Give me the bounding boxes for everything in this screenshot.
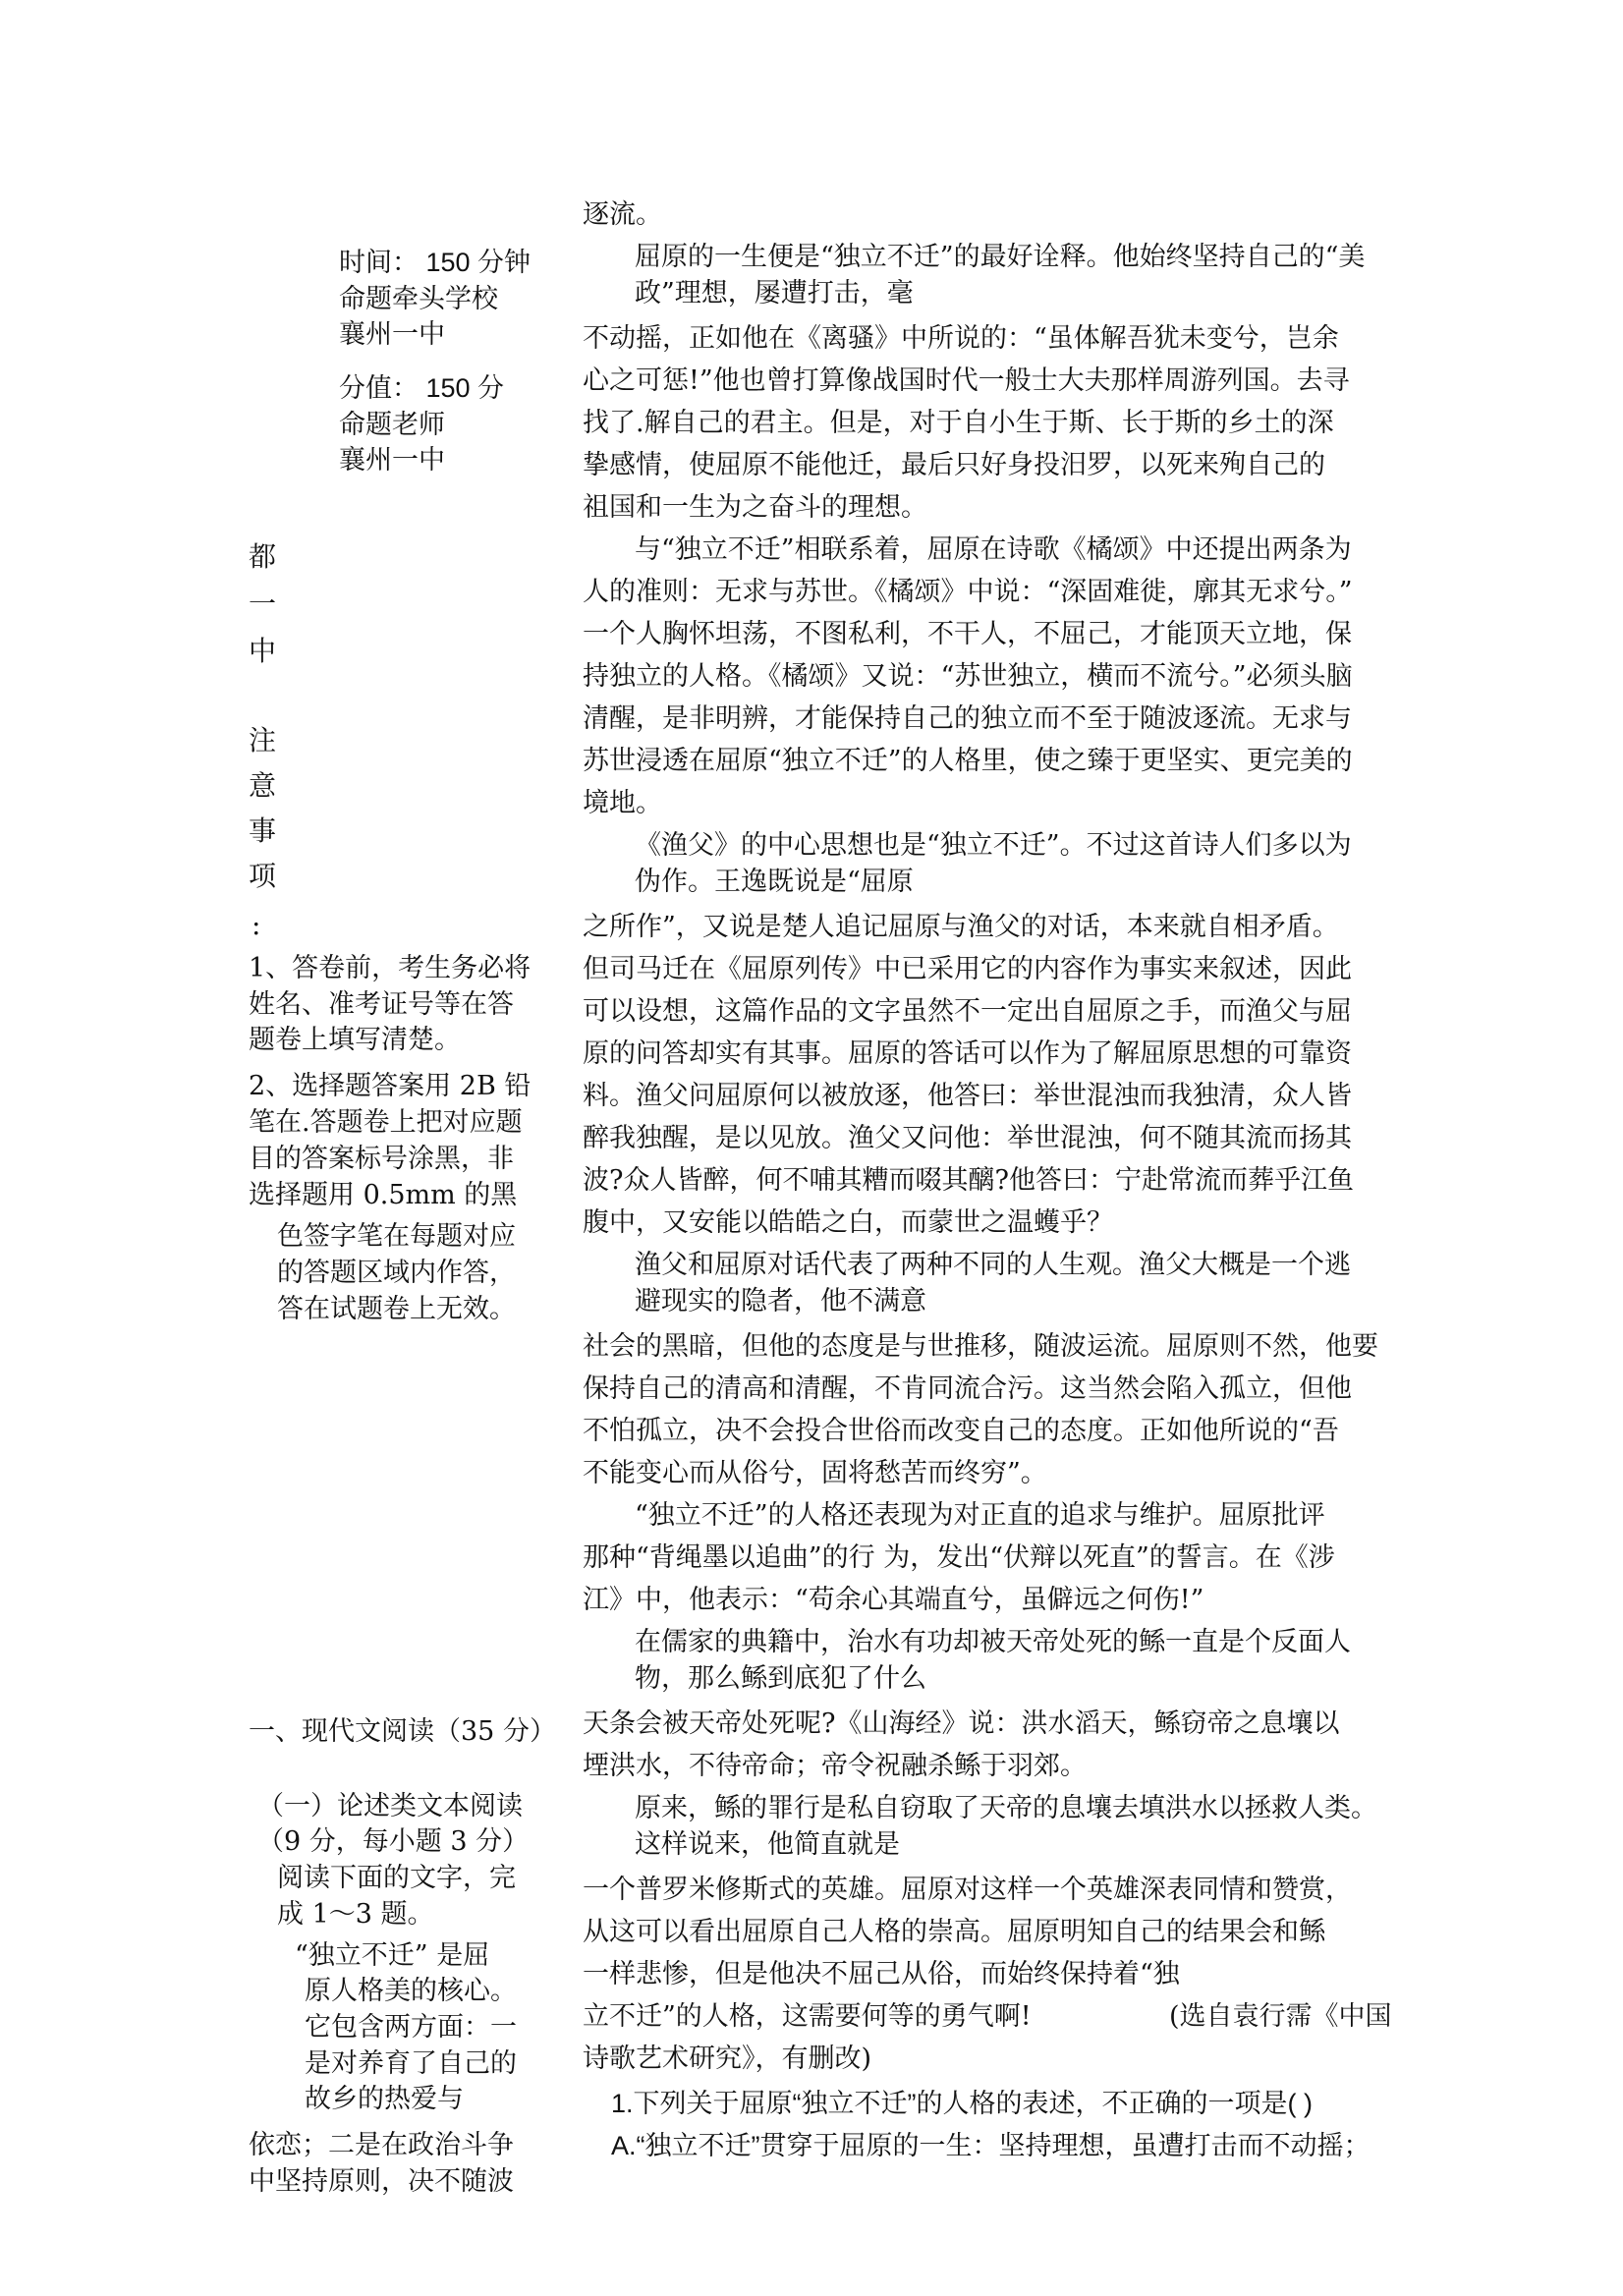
passage-line: 从这可以看出屈原自己人格的崇高。屈原明知自己的结果会和鲧 bbox=[583, 1917, 1325, 1947]
passage-line: 但司马迁在《屈原列传》中已采用它的内容作为事实来叙述，因此 bbox=[583, 954, 1352, 984]
passage-line: 逐流。 bbox=[583, 199, 662, 230]
passage-line: 天条会被天帝处死呢?《山海经》说：洪水滔天，鲧窃帝之息壤以 bbox=[583, 1708, 1340, 1739]
passage-line: 避现实的隐者，他不满意 bbox=[635, 1286, 926, 1316]
vertical-char: 项 bbox=[249, 860, 277, 892]
passage-line: 挚感情，使屈原不能他迁，最后只好身投汨罗，以死来殉自己的 bbox=[583, 450, 1325, 480]
passage-line: 那种“背绳墨以追曲”的行 为，发出“伏辩以死直”的誓言。在《涉 bbox=[583, 1542, 1335, 1573]
passage-line: 可以设想，这篇作品的文字虽然不一定出自屈原之手，而渔父与屈 bbox=[583, 996, 1352, 1027]
question-setter-school: 襄州一中 bbox=[339, 319, 445, 350]
passage-line: 社会的黑暗，但他的态度是与世推移，随波运流。屈原则不然，他要 bbox=[583, 1331, 1378, 1362]
passage-line: 这样说来，他简直就是 bbox=[635, 1829, 900, 1860]
passage-start-line: 中坚持原则，决不随波 bbox=[249, 2166, 514, 2197]
passage-line: 一样悲惨，但是他决不屈己从俗，而始终保持着“独 bbox=[583, 1959, 1180, 1989]
instruction-line: 成 1～3 题。 bbox=[277, 1899, 434, 1930]
exam-score: 分值： 150 分 bbox=[339, 373, 505, 403]
note-line: 姓名、准考证号等在答 bbox=[249, 989, 514, 1020]
vertical-char: 中 bbox=[249, 635, 277, 667]
passage-start-line: 原人格美的核心。 bbox=[305, 1976, 517, 2006]
passage-line: 腹中，又安能以皓皓之白，而蒙世之温蠖乎？ bbox=[583, 1207, 1113, 1238]
passage-line: 不怕孤立，决不会投合世俗而改变自己的态度。正如他所说的“吾 bbox=[583, 1416, 1339, 1446]
source-citation: 诗歌艺术研究》，有删改) bbox=[583, 2044, 872, 2074]
passage-line: 政”理想，屡遭打击，毫 bbox=[635, 278, 914, 308]
passage-line: 找了.解自己的君主。但是，对于自小生于斯、长于斯的乡土的深 bbox=[583, 408, 1334, 438]
passage-line: 物，那么鲧到底犯了什么 bbox=[635, 1663, 926, 1694]
passage-line: 苏世浸透在屈原“独立不迁”的人格里，使之臻于更坚实、更完美的 bbox=[583, 746, 1353, 776]
passage-line: 在儒家的典籍中，治水有功却被天帝处死的鲧一直是个反面人 bbox=[635, 1627, 1351, 1657]
section-title: 一、现代文阅读（35 分） bbox=[249, 1716, 556, 1747]
passage-line: 人的准则：无求与苏世。《橘颂》中说：“深固难徙，廓其无求兮。” bbox=[583, 577, 1353, 607]
passage-line: 不能变心而从俗兮，固将愁苦而终穷”。 bbox=[583, 1458, 1047, 1488]
vertical-char: 注 bbox=[249, 724, 277, 756]
vertical-char: 事 bbox=[249, 814, 277, 847]
passage-start-line: 依恋；二是在政治斗争 bbox=[249, 2130, 514, 2160]
question-setter-teacher-school: 襄州一中 bbox=[339, 445, 445, 476]
passage-line: 醉我独醒，是以见放。渔父又问他：举世混浊，何不随其流而扬其 bbox=[583, 1123, 1352, 1153]
passage-line: 渔父和屈原对话代表了两种不同的人生观。渔父大概是一个逃 bbox=[635, 1250, 1351, 1280]
note-line: 题卷上填写清楚。 bbox=[249, 1025, 461, 1055]
passage-start-line: “独立不迁” 是屈 bbox=[295, 1940, 490, 1971]
passage-start-line: 故乡的热爱与 bbox=[305, 2084, 464, 2114]
passage-line: 立不迁”的人格，这需要何等的勇气啊! bbox=[583, 2001, 1032, 2032]
passage-line: 原的问答却实有其事。屈原的答话可以作为了解屈原思想的可靠资 bbox=[583, 1038, 1352, 1069]
note-line: 1、答卷前，考生务必将 bbox=[249, 953, 532, 983]
passage-line: 祖国和一生为之奋斗的理想。 bbox=[583, 492, 927, 523]
passage-line: 波?众人皆醉，何不哺其糟而啜其醨?他答曰：宁赴常流而葬乎江鱼 bbox=[583, 1165, 1354, 1196]
passage-start-line: 它包含两方面：一 bbox=[305, 2012, 517, 2043]
passage-line: 原来，鲧的罪行是私自窃取了天帝的息壤去填洪水以拯救人类。 bbox=[635, 1793, 1377, 1823]
passage-line: 江》中，他表示：“苟余心其端直兮，虽僻远之何伤!” bbox=[583, 1585, 1204, 1615]
passage-line: 与“独立不迁”相联系着，屈原在诗歌《橘颂》中还提出两条为 bbox=[635, 534, 1352, 565]
vertical-char: 意 bbox=[249, 769, 277, 802]
vertical-char: 都 bbox=[249, 540, 277, 573]
sub-heading-line: （一）论述类文本阅读 bbox=[257, 1791, 523, 1821]
note-line: 色签字笔在每题对应 bbox=[277, 1221, 516, 1252]
passage-line: 一个人胸怀坦荡，不图私利，不干人，不屈己，才能顶天立地，保 bbox=[583, 619, 1352, 649]
passage-line: 不动摇，正如他在《离骚》中所说的：“虽体解吾犹未变兮，岂余 bbox=[583, 323, 1339, 354]
passage-line: 屈原的一生便是“独立不迁”的最好诠释。他始终坚持自己的“美 bbox=[635, 242, 1366, 272]
question-1: 1.下列关于屈原“独立不迁”的人格的表述，不正确的一项是( ) bbox=[611, 2089, 1313, 2118]
passage-line: 堙洪水，不待帝命；帝令祝融杀鲧于羽郊。 bbox=[583, 1751, 1087, 1781]
question-setter-school-label: 命题牵头学校 bbox=[339, 284, 498, 314]
question-setter-teacher-label: 命题老师 bbox=[339, 410, 445, 440]
passage-line: 《渔父》的中心思想也是“独立不迁”。不过这首诗人们多以为 bbox=[635, 830, 1352, 861]
passage-line: 一个普罗米修斯式的英雄。屈原对这样一个英雄深表同情和赞赏， bbox=[583, 1875, 1352, 1905]
note-line: 笔在.答题卷上把对应题 bbox=[249, 1107, 523, 1138]
instruction-line: 阅读下面的文字，完 bbox=[277, 1863, 516, 1893]
passage-line: 之所作”，又说是楚人追记屈原与渔父的对话，本来就自相矛盾。 bbox=[583, 912, 1339, 942]
note-line: 的答题区域内作答， bbox=[277, 1258, 516, 1288]
note-line: 答在试题卷上无效。 bbox=[277, 1294, 516, 1324]
note-line: 目的答案标号涂黑，非 bbox=[249, 1144, 514, 1174]
source-citation: (选自袁行霈《中国 bbox=[1169, 2001, 1392, 2032]
passage-line: 心之可惩!”他也曾打算像战国时代一般士大夫那样周游列国。去寻 bbox=[583, 365, 1350, 396]
exam-time: 时间： 150 分钟 bbox=[339, 248, 532, 277]
passage-line: 境地。 bbox=[583, 788, 662, 818]
vertical-char: : bbox=[252, 909, 261, 941]
passage-line: 保持自己的清高和清醒，不肯同流合污。这当然会陷入孤立，但他 bbox=[583, 1373, 1352, 1404]
passage-line: 清醒，是非明辨，才能保持自己的独立而不至于随波逐流。无求与 bbox=[583, 703, 1352, 734]
passage-line: “独立不迁”的人格还表现为对正直的追求与维护。屈原批评 bbox=[635, 1500, 1325, 1531]
passage-line: 伪作。王逸既说是“屈原 bbox=[635, 867, 914, 897]
note-line: 选择题用 0.5mm 的黑 bbox=[249, 1180, 518, 1210]
passage-start-line: 是对养育了自己的 bbox=[305, 2048, 517, 2079]
passage-line: 料。渔父问屈原何以被放逐，他答曰：举世混浊而我独清，众人皆 bbox=[583, 1081, 1352, 1111]
vertical-char: 一 bbox=[249, 588, 277, 620]
question-1-option-a: A.“独立不迁”贯穿于屈原的一生：坚持理想，虽遭打击而不动摇； bbox=[611, 2131, 1371, 2160]
note-line: 2、选择题答案用 2B 铅 bbox=[249, 1071, 532, 1101]
sub-heading-line: （9 分，每小题 3 分） bbox=[257, 1826, 530, 1857]
passage-line: 持独立的人格。《橘颂》又说：“苏世独立，横而不流兮。”必须头脑 bbox=[583, 661, 1353, 692]
